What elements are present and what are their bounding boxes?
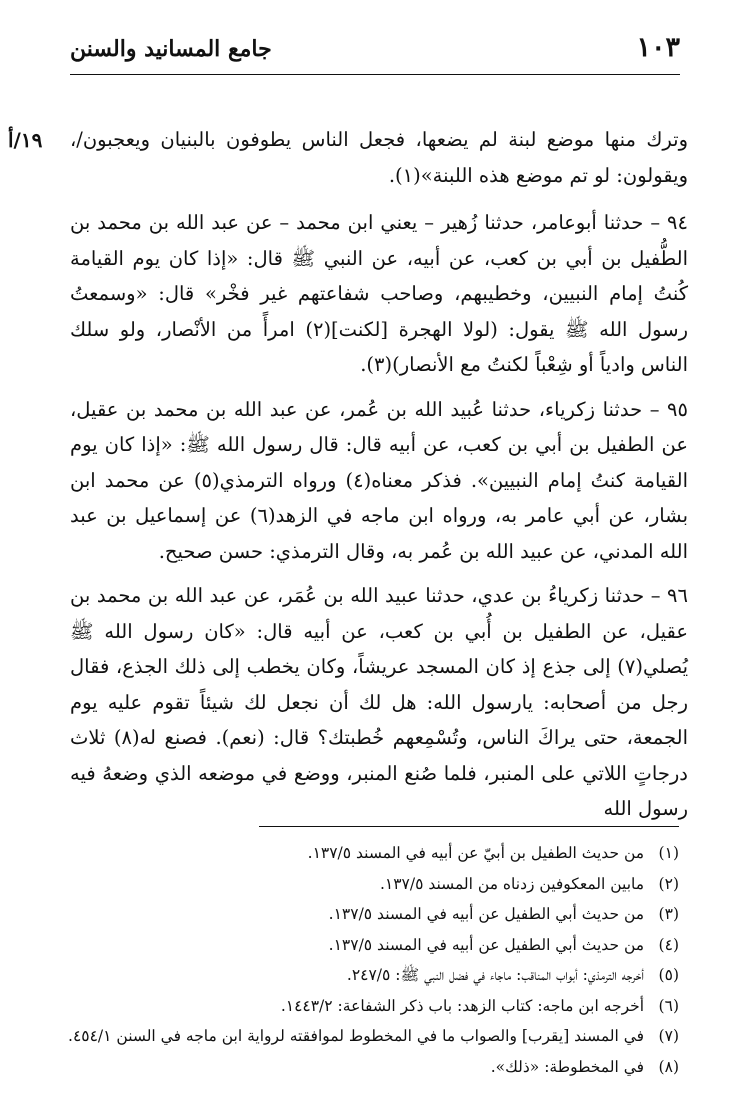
manuscript-folio-reference: ١٩/أ [8, 128, 43, 152]
footnote-number: (٧) [658, 1027, 679, 1045]
paragraph-continuation: وترك منها موضع لبنة لم يضعها، فجعل الناس يطوفون بالبنيان ويعجبون/، ويقولون: لو تم موضع هذه اللبنة»(١). [70, 128, 688, 187]
page-header [70, 30, 680, 75]
footnote-number: (٨) [658, 1057, 679, 1076]
footnote-2 [79, 869, 679, 900]
footnote-text: من حديث أبي الطفيل عن أبيه في المسند ١٣٧/٥. [328, 935, 645, 954]
footnote-separator [259, 826, 679, 827]
footnotes [68, 838, 679, 1082]
footnote-6 [79, 991, 679, 1022]
footnote-text: من حديث الطفيل بن أبيّ عن أبيه في المسند ١٣٧/٥. [307, 844, 645, 862]
hadith-95: ٩٥ – حدثنا زكرياء، حدثنا عُبيد الله بن عُمر، عن عبد الله بن محمد بن عقيل، عن الطفيل بن أبي بن كعب، عن أبيه قال: قال رسول الله ﷺ: «إذا كان يوم القيامة كنتُ إمام النبيين». فذكر معناه(٤) ورواه الترمذي(٥) عن محمد ابن بشار، عن أبي عامر به، ورواه ابن ماجه في الزهد(٦) عن إسماعيل بن عبد الله المدني، عن عبيد الله بن عُمر به، وقال الترمذي: حسن صحيح. [70, 397, 688, 563]
footnote-text: أخرجه الترمذي: أبواب المناقب: ماجاء في فضل النبي ﷺ: ٢٤٧/٥. [346, 966, 645, 984]
page-number: ١٠٣ [636, 32, 680, 63]
main-text [70, 122, 688, 836]
footnote-4 [79, 930, 679, 961]
footnote-1 [79, 838, 679, 869]
hadith-94: ٩٤ – حدثنا أبوعامر، حدثنا زُهير – يعني ابن محمد – عن عبد الله بن محمد بن الطُّفيل بن أبي بن كعب، عن أبيه، عن النبي ﷺ قال: «إذا كان يوم القيامة كُنتُ إمام النبيين، وخطيبهم، وصاحب شفاعتهم غير فخْر» قال: «وسمعتُ رسول الله ﷺ يقول: (لولا الهجرة [لكنت](٢) امرأً من الأنْصار، ولو سلك الناس وادياً أو شِعْباً لكنتُ مع الأنصار)(٣). [70, 211, 688, 376]
footnote-number: (٤) [658, 935, 679, 954]
footnote-text: من حديث أبي الطفيل عن أبيه في المسند ١٣٧/٥. [328, 905, 645, 923]
hadith-96: ٩٦ – حدثنا زكرياءُ بن عدي، حدثنا عبيد الله بن عُمَر، عن عبد الله بن محمد بن عقيل، عن الطفيل بن أُبي بن كعب، عن أبيه قال: «كان رسول الله ﷺ يُصلي(٧) إلى جذع إذ كان المسجد عريشاً، وكان يخطب إلى ذلك الجذع، فقال رجل من أصحابه: يارسول الله: هل لك أن نجعل لك شيئاً تقوم عليه يوم الجمعة، حتى يراكَ الناس، وتُسْمِعهم خُطبتك؟ قال: (نعم). فصنع له(٨) ثلاث درجاتٍ اللاتي على المنبر، فلما صُنع المنبر، ووضع في موضعه الذي وضعهُ فيه رسول الله [70, 584, 689, 820]
footnote-3 [79, 899, 679, 930]
footnote-text: أخرجه ابن ماجه: كتاب الزهد: باب ذكر الشفاعة: ١٤٤٣/٢. [280, 996, 645, 1015]
footnote-number: (٢) [658, 874, 679, 893]
footnote-text: في المخطوطة: «ذلك». [490, 1057, 645, 1076]
footnote-number: (٥) [658, 966, 679, 984]
footnote-text: في المسند [يقرب] والصواب ما في المخطوط لموافقته لرواية ابن ماجه في السنن ٤٥٤/١. [68, 1027, 645, 1045]
footnote-5 [79, 960, 679, 991]
running-title: جامع المسانيد والسنن [70, 36, 272, 62]
footnote-number: (٣) [658, 905, 679, 923]
footnote-number: (١) [658, 844, 679, 862]
footnote-7 [68, 1021, 679, 1052]
footnote-8 [79, 1052, 679, 1083]
footnote-text: مابين المعكوفين زدناه من المسند ١٣٧/٥. [379, 874, 645, 893]
footnote-number: (٦) [658, 996, 679, 1015]
